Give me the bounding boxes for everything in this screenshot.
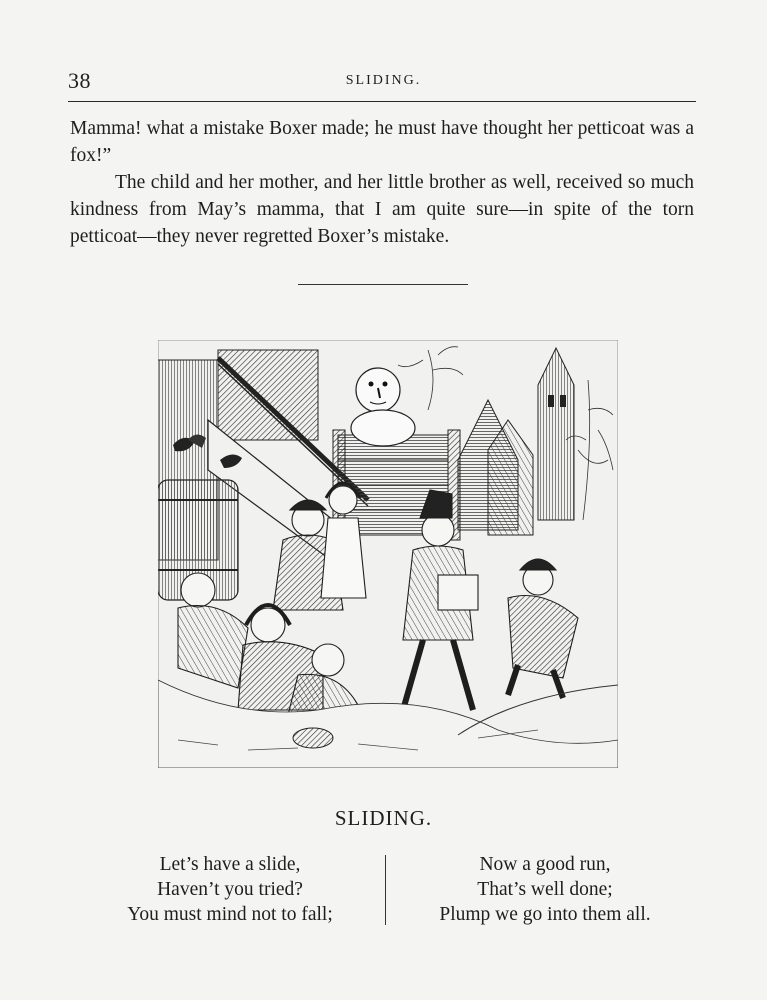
prose-text: [70, 115, 694, 250]
poem-line: Plump we go into them all.: [439, 904, 651, 925]
poem-divider: [385, 855, 386, 925]
running-head: SLIDING.: [345, 73, 422, 88]
page-number: 38: [68, 68, 91, 93]
poem-stanza-right: [400, 852, 690, 927]
poem-line: That’s well done;: [477, 879, 613, 900]
paragraph: The child and her mother, and her little brother as well, received so much kindness from May’s mamma, that I am quite sure—in spite of the torn petticoat—they never regretted Boxer’s mistake.: [70, 172, 694, 247]
poem-line: Let’s have a slide,: [159, 854, 301, 875]
poem-line: Haven’t you tried?: [157, 879, 303, 900]
poem-line: Now a good run,: [479, 854, 611, 875]
poem-stanza-left: [90, 852, 370, 927]
children-sliding-illustration: [158, 340, 618, 768]
poem-title: SLIDING.: [334, 806, 433, 830]
header-rule: [68, 101, 696, 102]
paragraph: Mamma! what a mistake Boxer made; he must have thought her petticoat was a fox!”: [70, 118, 694, 166]
section-rule: [298, 284, 468, 285]
poem-line: You must mind not to fall;: [127, 904, 333, 925]
